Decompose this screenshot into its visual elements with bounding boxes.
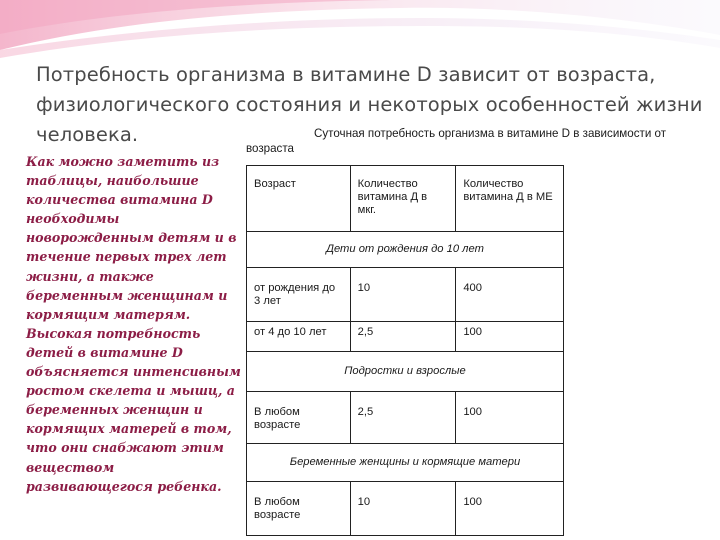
header-cell: Возраст [247, 166, 351, 232]
table-cell: В любом возрасте [247, 482, 351, 536]
table-row [247, 482, 564, 536]
section-row [247, 352, 564, 392]
section-row [247, 232, 564, 268]
vitamin-d-table [246, 165, 564, 536]
table-row [247, 392, 564, 444]
header-cell: Количество витамина Д в МЕ [456, 166, 564, 232]
table-header-row [247, 166, 564, 232]
table-row [247, 322, 564, 352]
table-cell: 100 [456, 482, 564, 536]
table-cell: В любом возрасте [247, 392, 351, 444]
section-title: Дети от рождения до 10 лет [247, 232, 564, 268]
header-cell: Количество витамина Д в мкг. [350, 166, 456, 232]
slide-title: Потребность организма в витамине D зависит от возраста, физиологического состояния и некоторых особенностей жизни человека. [36, 63, 703, 146]
side-note: Как можно заметить из таблицы, наибольшие количества витамина D необходимы новорожденным детям и в течение первых трех лет жизни, а также беременным женщинам и кормящим матерям. Высокая потребность детей в витамине D объясняется интенсивным ростом скелета и мышц, а беременных женщин и кормящих матерей в том, что они снабжают этим веществом развивающегося ребенка. [26, 154, 241, 494]
section-title: Подростки и взрослые [247, 352, 564, 392]
table-cell: 10 [350, 268, 456, 322]
table-cell: 10 [350, 482, 456, 536]
table-caption-line-2: возраста [246, 142, 294, 155]
table-caption-line-1: Суточная потребность организма в витамине D в зависимости от [314, 127, 667, 140]
table-cell: от рождения до 3 лет [247, 268, 351, 322]
table-row [247, 268, 564, 322]
section-title: Беременные женщины и кормящие матери [247, 444, 564, 482]
table-cell: 400 [456, 268, 564, 322]
table-cell: 2,5 [350, 392, 456, 444]
table-cell: от 4 до 10 лет [247, 322, 351, 352]
table-cell: 100 [456, 392, 564, 444]
table-cell: 100 [456, 322, 564, 352]
section-row [247, 444, 564, 482]
table-cell: 2,5 [350, 322, 456, 352]
table-caption [246, 126, 706, 156]
